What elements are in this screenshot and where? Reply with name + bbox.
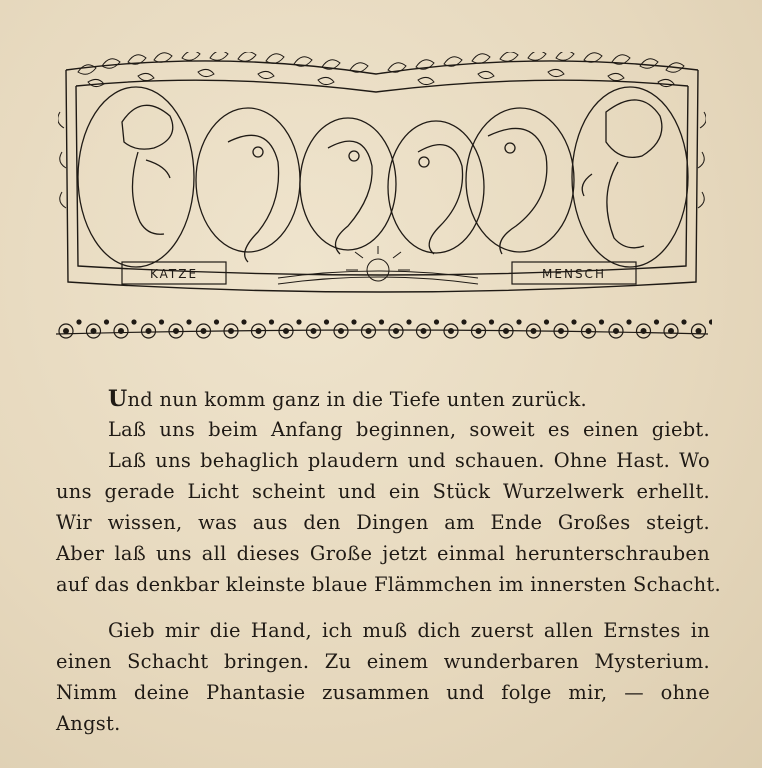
flower-center-icon — [531, 329, 536, 334]
text-line — [108, 616, 710, 646]
drop-cap: U — [108, 386, 128, 412]
bud-icon — [160, 320, 164, 324]
flower-center-icon — [64, 329, 69, 334]
text-line — [56, 477, 710, 507]
label-mensch: MENSCH — [542, 267, 606, 281]
embryo-drawing-icon — [572, 87, 688, 267]
text-line — [108, 415, 710, 445]
line-text: Wir wissen, was aus den Dingen am Ende Großes steigt. — [56, 511, 710, 534]
bud-icon — [77, 320, 81, 324]
leafy-vine-border-icon — [58, 52, 706, 292]
bud-icon — [132, 320, 136, 324]
bud-icon — [655, 320, 659, 324]
line-text: Angst. — [56, 712, 121, 735]
flower-center-icon — [394, 329, 399, 334]
bud-icon — [627, 320, 631, 324]
bud-icon — [462, 320, 466, 324]
line-text: Laß uns beim Anfang beginnen, soweit es einen giebt. — [108, 418, 710, 441]
flower-center-icon — [614, 329, 619, 334]
flower-center-icon — [449, 329, 454, 334]
flower-center-icon — [119, 329, 124, 334]
flower-center-icon — [504, 329, 509, 334]
embryo-drawing-icon — [78, 87, 194, 267]
line-text: Gieb mir die Hand, ich muß dich zuerst allen Ernstes in — [108, 619, 710, 642]
bud-icon — [710, 320, 713, 324]
bud-icon — [572, 320, 576, 324]
text-line — [56, 678, 710, 708]
flower-center-icon — [559, 329, 564, 334]
flower-center-icon — [586, 329, 591, 334]
flower-center-icon — [201, 329, 206, 334]
line-text: einen Schacht bringen. Zu einem wunderbaren Mysterium. — [56, 650, 710, 673]
flower-center-icon — [366, 329, 371, 334]
flower-center-icon — [339, 329, 344, 334]
bud-icon — [545, 320, 549, 324]
text-line — [108, 446, 710, 476]
line-text: auf das denkbar kleinste blaue Flämmchen im innersten Schacht. — [56, 573, 721, 596]
flower-center-icon — [311, 329, 316, 334]
label-katze: KATZE — [149, 267, 199, 281]
bud-icon — [490, 320, 494, 324]
flower-center-icon — [174, 329, 179, 334]
flower-center-icon — [696, 329, 701, 334]
text-line — [56, 539, 710, 569]
bud-icon — [325, 320, 329, 324]
embryo-drawing-icon — [466, 108, 574, 254]
line-text: uns gerade Licht scheint und ein Stück Wurzelwerk erhellt. — [56, 480, 710, 503]
bud-icon — [435, 320, 439, 324]
bud-icon — [187, 320, 191, 324]
line-text: Nimm deine Phantasie zusammen und folge mir, — ohne — [56, 681, 710, 704]
flower-center-icon — [641, 329, 646, 334]
bud-icon — [682, 320, 686, 324]
flower-center-icon — [146, 329, 151, 334]
flower-center-icon — [91, 329, 96, 334]
bud-icon — [105, 320, 109, 324]
flower-center-icon — [669, 329, 674, 334]
line-text: Laß uns behaglich plaudern und schauen. Ohne Hast. Wo — [108, 449, 710, 472]
text-line — [56, 570, 721, 600]
flower-center-icon — [229, 329, 234, 334]
bud-icon — [215, 320, 219, 324]
bud-icon — [380, 320, 384, 324]
flower-garland-icon — [52, 312, 712, 352]
bud-icon — [242, 320, 246, 324]
bud-icon — [407, 320, 411, 324]
bud-icon — [600, 320, 604, 324]
text-line — [108, 384, 688, 414]
bud-icon — [297, 320, 301, 324]
text-line — [56, 508, 710, 538]
bud-icon — [517, 320, 521, 324]
embryo-drawing-icon — [388, 121, 484, 254]
flower-center-icon — [476, 329, 481, 334]
flower-center-icon — [256, 329, 261, 334]
text-line — [56, 647, 710, 677]
bud-icon — [270, 320, 274, 324]
embryo-drawing-icon — [196, 108, 300, 262]
flower-center-icon — [421, 329, 426, 334]
line-text: Aber laß uns all dieses Große jetzt einmal herunterschrauben — [56, 542, 710, 565]
bud-icon — [352, 320, 356, 324]
embryo-drawing-icon — [300, 118, 396, 254]
text-line — [56, 709, 121, 739]
embryo-frieze-illustration — [58, 52, 706, 300]
flower-center-icon — [284, 329, 289, 334]
line-text: nd nun komm ganz in die Tiefe unten zurück. — [127, 388, 587, 411]
